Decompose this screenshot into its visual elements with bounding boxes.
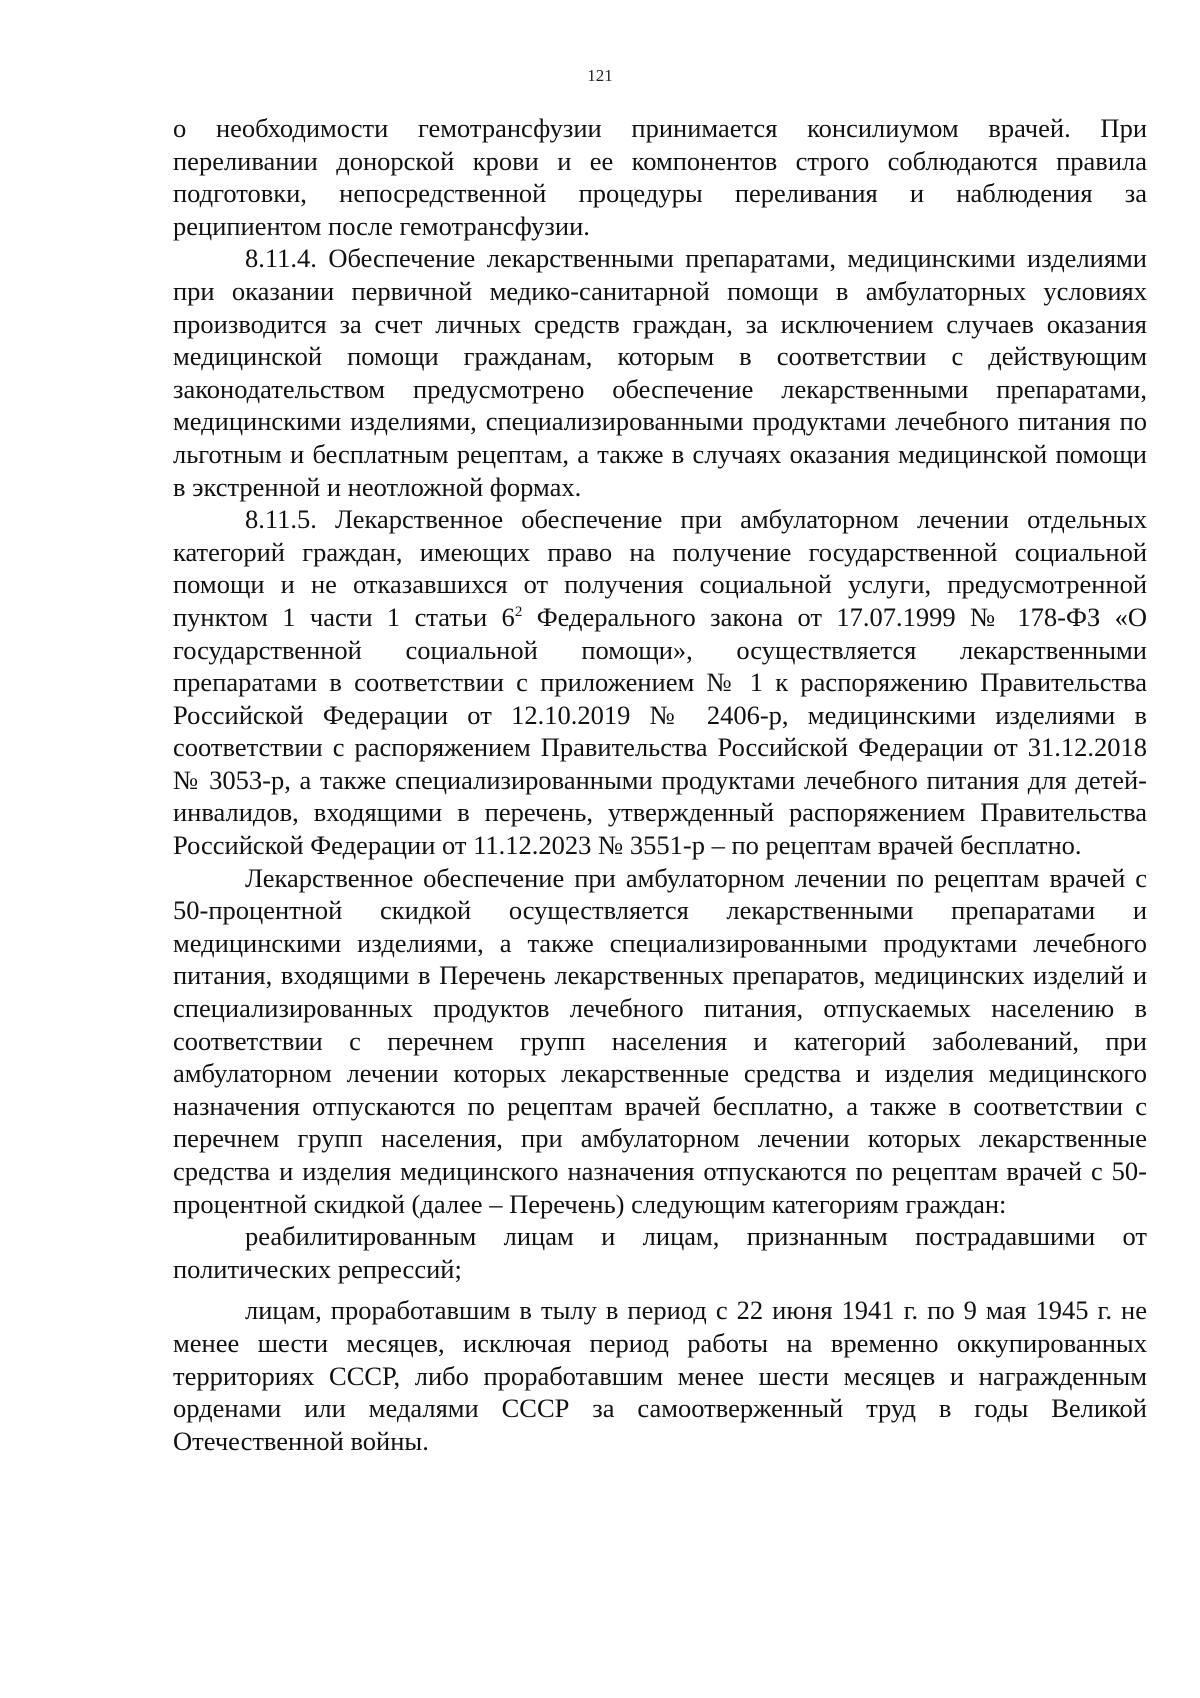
page-number: 121 — [587, 66, 613, 85]
paragraph-8-11-5-text-end: Федерального закона от 17.07.1999 № 178-ФЗ «О государственной социальной помощи», осуществляется лекарственными препаратами в соответствии с приложением № 1 к распоряжению Правительства Российской Федерации от 12.10.2019 № 2406-р, медицинскими изделиями в соответствии с распоряжением Правительства Российской Федерации от 31.12.2018 № 3053-р, а также специализированными продуктами лечебного питания для детей-инвалидов, входящими в перечень, утвержденный распоряжением Правительства Российской Федерации от 11.12.2023 № 3551-р – по рецептам врачей бесплатно. — [173, 601, 1148, 861]
list-item-home-front-workers: лицам, проработавшим в тылу в период с 22 июня 1941 г. по 9 мая 1945 г. не менее шести месяцев, исключая период работы на временно оккупированных территориях СССР, либо проработавшим менее шести месяцев и награжденным орденами или медалями СССР за самоотверженный труд в годы Великой Отечественной войны. — [173, 1295, 1147, 1456]
document-body — [173, 112, 1147, 1457]
article-superscript: 2 — [514, 604, 523, 621]
paragraph-discount-provision: Лекарственное обеспечение при амбулаторном лечении по рецептам врачей с 50-процентной скидкой осуществляется лекарственными препаратами и медицинскими изделиями, а также специализированными продуктами лечебного питания, входящими в Перечень лекарственных препаратов, медицинских изделий и специализированных продуктов лечебного питания, отпускаемых населению в соответствии с перечнем групп населения и категорий заболеваний, при амбулаторном лечении которых лекарственные средства и изделия медицинского назначения отпускаются по рецептам врачей бесплатно, а также в соответствии с перечнем групп населения, при амбулаторном лечении которых лекарственные средства и изделия медицинского назначения отпускаются по рецептам врачей с 50-процентной скидкой (далее – Перечень) следующим категориям граждан: — [173, 862, 1147, 1219]
paragraph-8-11-5 — [173, 503, 1147, 862]
paragraph-8-11-5-text-start: 8.11.5. Лекарственное обеспечение при амбулаторном лечении отдельных категорий граждан, имеющих право на получение государственной социальной помощи и не отказавшихся от получения социальной услуги, предусмотренной пунктом 1 части 1 статьи 6 — [173, 504, 1147, 632]
paragraph-8-11-4: 8.11.4. Обеспечение лекарственными препаратами, медицинскими изделиями при оказании первичной медико-санитарной помощи в амбулаторных условиях производится за счет личных средств граждан, за исключением случаев оказания медицинской помощи гражданам, которым в соответствии с действующим законодательством предусмотрено обеспечение лекарственными препаратами, медицинскими изделиями, специализированными продуктами лечебного питания по льготным и бесплатным рецептам, а также в случаях оказания медицинской помощи в экстренной и неотложной формах. — [173, 243, 1147, 502]
paragraph-hemotransfusion: о необходимости гемотрансфузии принимается консилиумом врачей. При переливании донорской крови и ее компонентов строго соблюдаются правила подготовки, непосредственной процедуры переливания и наблюдения за реципиентом после гемотрансфузии. — [173, 113, 1147, 241]
list-item-rehabilitated-persons: реабилитированным лицам и лицам, признанным пострадавшими от политических репрессий; — [173, 1221, 1147, 1284]
